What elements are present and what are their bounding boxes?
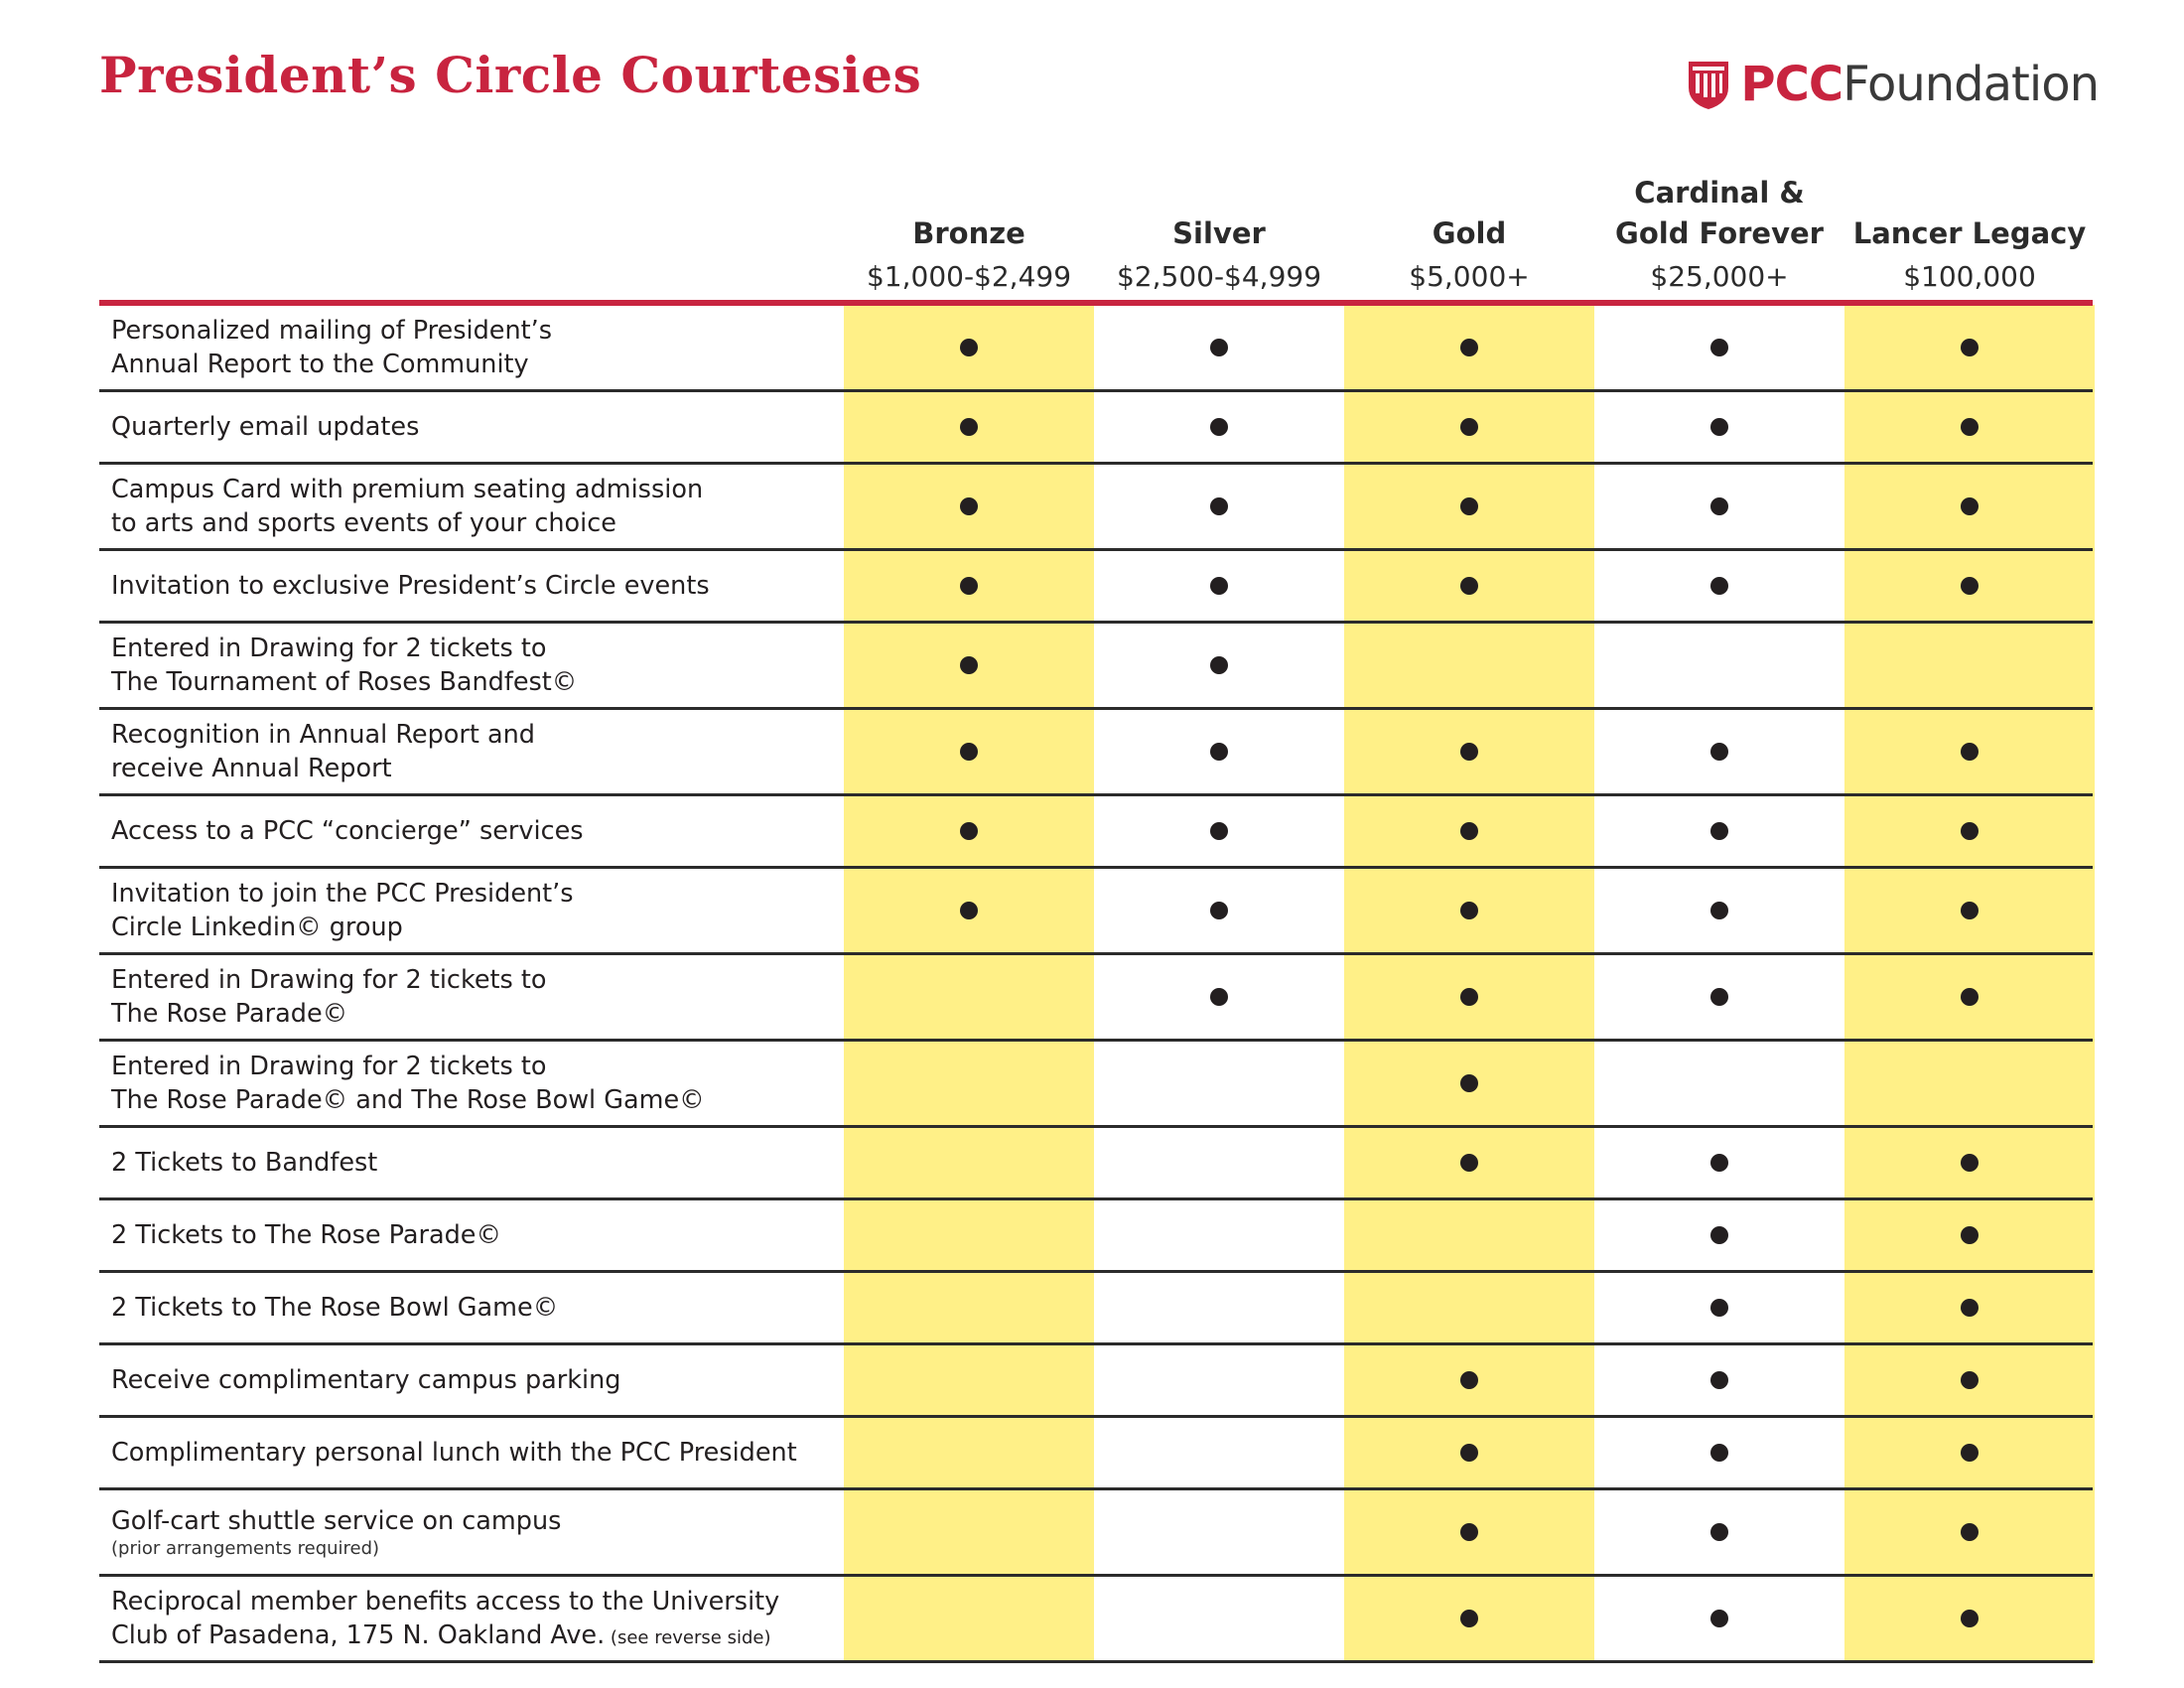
benefit-label bbox=[111, 314, 552, 381]
included-dot-cardinal-gold-forever bbox=[1710, 1154, 1728, 1172]
benefit-inline-note: (see reverse side) bbox=[605, 1627, 771, 1648]
included-dot-gold bbox=[1460, 339, 1478, 356]
tier-range: $2,500-$4,999 bbox=[1116, 260, 1322, 293]
benefit-label-line-1: Campus Card with premium seating admission bbox=[111, 475, 704, 504]
benefit-label bbox=[111, 1585, 779, 1655]
included-dot-silver bbox=[1210, 988, 1228, 1006]
benefit-label-line-2 bbox=[111, 506, 703, 540]
included-dot-lancer-legacy bbox=[1961, 1154, 1979, 1172]
benefit-label-line-1: 2 Tickets to The Rose Bowl Game© bbox=[111, 1293, 559, 1323]
benefit-row bbox=[99, 465, 2093, 548]
included-dot-lancer-legacy bbox=[1961, 822, 1979, 840]
included-dot-gold bbox=[1460, 822, 1478, 840]
included-dot-bronze bbox=[960, 339, 978, 356]
benefit-row bbox=[99, 306, 2093, 389]
benefit-label-line-1: Receive complimentary campus parking bbox=[111, 1365, 621, 1395]
tier-range: $1,000-$2,499 bbox=[866, 260, 1072, 293]
tier-name: Silver bbox=[1172, 216, 1266, 250]
benefit-row bbox=[99, 869, 2093, 952]
benefit-label bbox=[111, 814, 584, 848]
included-dot-bronze bbox=[960, 656, 978, 674]
benefit-label-line-2-text: Annual Report to the Community bbox=[111, 350, 529, 379]
tier-header-cardinal-gold-forever bbox=[1594, 159, 1844, 298]
included-dot-lancer-legacy bbox=[1961, 902, 1979, 919]
tier-header-silver bbox=[1094, 159, 1344, 298]
benefit-label-line-2 bbox=[111, 1618, 779, 1655]
benefit-row bbox=[99, 710, 2093, 793]
benefit-label-line-1: Entered in Drawing for 2 tickets to bbox=[111, 1052, 547, 1081]
included-dot-cardinal-gold-forever bbox=[1710, 902, 1728, 919]
included-dot-silver bbox=[1210, 743, 1228, 761]
included-dot-lancer-legacy bbox=[1961, 1444, 1979, 1462]
included-dot-cardinal-gold-forever bbox=[1710, 1610, 1728, 1627]
benefit-note: (prior arrangements required) bbox=[111, 1538, 380, 1559]
included-dot-cardinal-gold-forever bbox=[1710, 577, 1728, 595]
tier-name: Bronze bbox=[912, 216, 1025, 250]
benefit-label bbox=[111, 1050, 705, 1117]
included-dot-lancer-legacy bbox=[1961, 577, 1979, 595]
included-dot-gold bbox=[1460, 988, 1478, 1006]
benefit-label-line-2 bbox=[111, 1083, 705, 1117]
benefit-label bbox=[111, 1436, 797, 1470]
included-dot-cardinal-gold-forever bbox=[1710, 1523, 1728, 1541]
included-dot-gold bbox=[1460, 497, 1478, 515]
benefit-label-line-2-text: Circle Linkedin© group bbox=[111, 913, 403, 942]
college-emblem-icon bbox=[1687, 58, 1730, 111]
included-dot-silver bbox=[1210, 418, 1228, 436]
benefit-label-line-2-text: receive Annual Report bbox=[111, 754, 392, 783]
included-dot-cardinal-gold-forever bbox=[1710, 822, 1728, 840]
benefit-label bbox=[111, 473, 703, 540]
tier-header-gold bbox=[1344, 159, 1594, 298]
benefit-label bbox=[111, 569, 710, 603]
benefit-row bbox=[99, 1490, 2093, 1574]
tier-range: $5,000+ bbox=[1409, 260, 1530, 293]
row-divider bbox=[99, 1660, 2093, 1663]
benefit-label bbox=[111, 1218, 501, 1252]
included-dot-bronze bbox=[960, 743, 978, 761]
included-dot-gold bbox=[1460, 418, 1478, 436]
included-dot-lancer-legacy bbox=[1961, 339, 1979, 356]
included-dot-cardinal-gold-forever bbox=[1710, 743, 1728, 761]
included-dot-cardinal-gold-forever bbox=[1710, 1371, 1728, 1389]
benefit-label-line-1: Entered in Drawing for 2 tickets to bbox=[111, 965, 547, 995]
tier-name-line-2: Gold Forever bbox=[1615, 216, 1824, 250]
benefit-label-line-1: 2 Tickets to Bandfest bbox=[111, 1148, 378, 1178]
included-dot-bronze bbox=[960, 497, 978, 515]
benefit-label-line-2-text: The Rose Parade© bbox=[111, 999, 348, 1029]
included-dot-lancer-legacy bbox=[1961, 1523, 1979, 1541]
included-dot-cardinal-gold-forever bbox=[1710, 497, 1728, 515]
tier-header-lancer-legacy bbox=[1844, 159, 2095, 298]
benefit-label-line-1: Invitation to exclusive President’s Circle events bbox=[111, 571, 710, 601]
benefit-row bbox=[99, 1273, 2093, 1342]
benefit-row bbox=[99, 1345, 2093, 1415]
benefit-label bbox=[111, 877, 574, 944]
benefit-label bbox=[111, 718, 535, 785]
included-dot-gold bbox=[1460, 577, 1478, 595]
tier-header-bronze bbox=[844, 159, 1094, 298]
included-dot-lancer-legacy bbox=[1961, 418, 1979, 436]
included-dot-lancer-legacy bbox=[1961, 988, 1979, 1006]
included-dot-lancer-legacy bbox=[1961, 1299, 1979, 1317]
included-dot-bronze bbox=[960, 822, 978, 840]
benefit-label-line-2-text: The Tournament of Roses Bandfest© bbox=[111, 667, 578, 697]
included-dot-gold bbox=[1460, 1371, 1478, 1389]
benefit-label bbox=[111, 1291, 558, 1325]
included-dot-gold bbox=[1460, 902, 1478, 919]
benefit-row bbox=[99, 1577, 2093, 1660]
included-dot-gold bbox=[1460, 1523, 1478, 1541]
included-dot-lancer-legacy bbox=[1961, 1610, 1979, 1627]
tier-name: Lancer Legacy bbox=[1852, 216, 2087, 250]
benefit-row bbox=[99, 1418, 2093, 1487]
benefit-label bbox=[111, 1146, 377, 1180]
benefit-label-line-2 bbox=[111, 665, 577, 699]
included-dot-silver bbox=[1210, 577, 1228, 595]
benefit-label-line-1: Invitation to join the PCC President’s bbox=[111, 879, 574, 909]
benefit-label-line-2-text: to arts and sports events of your choice bbox=[111, 508, 616, 538]
benefit-label-line-1: Golf-cart shuttle service on campus bbox=[111, 1506, 562, 1536]
benefit-label bbox=[111, 632, 577, 699]
included-dot-gold bbox=[1460, 1610, 1478, 1627]
benefit-label-line-1: Access to a PCC “concierge” services bbox=[111, 816, 584, 846]
tier-name: Gold bbox=[1432, 216, 1507, 250]
benefit-row bbox=[99, 1042, 2093, 1125]
benefit-label-line-2 bbox=[111, 348, 552, 381]
tier-range: $100,000 bbox=[1903, 260, 2036, 293]
benefit-label-line-1: Recognition in Annual Report and bbox=[111, 720, 535, 750]
included-dot-gold bbox=[1460, 1444, 1478, 1462]
benefit-row bbox=[99, 1200, 2093, 1270]
included-dot-gold bbox=[1460, 743, 1478, 761]
included-dot-cardinal-gold-forever bbox=[1710, 988, 1728, 1006]
included-dot-silver bbox=[1210, 497, 1228, 515]
benefit-label bbox=[111, 410, 419, 444]
benefit-label-line-1: Complimentary personal lunch with the PCC President bbox=[111, 1438, 797, 1468]
benefit-label bbox=[111, 1363, 620, 1397]
benefit-label bbox=[111, 1504, 561, 1560]
logo-pcc-text: PCC bbox=[1740, 57, 1843, 112]
benefit-label-line-1: Quarterly email updates bbox=[111, 412, 420, 442]
benefit-row bbox=[99, 796, 2093, 866]
included-dot-cardinal-gold-forever bbox=[1710, 339, 1728, 356]
included-dot-gold bbox=[1460, 1074, 1478, 1092]
benefit-label-line-1: Reciprocal member benefits access to the University bbox=[111, 1587, 780, 1617]
included-dot-lancer-legacy bbox=[1961, 743, 1979, 761]
benefit-label bbox=[111, 963, 547, 1031]
included-dot-silver bbox=[1210, 822, 1228, 840]
benefit-label-line-1: Entered in Drawing for 2 tickets to bbox=[111, 633, 547, 663]
benefit-row bbox=[99, 955, 2093, 1039]
benefit-label-line-2-text: Club of Pasadena, 175 N. Oakland Ave. bbox=[111, 1620, 606, 1650]
benefit-row bbox=[99, 392, 2093, 462]
included-dot-silver bbox=[1210, 339, 1228, 356]
included-dot-lancer-legacy bbox=[1961, 1226, 1979, 1244]
benefit-row bbox=[99, 551, 2093, 621]
included-dot-bronze bbox=[960, 577, 978, 595]
benefit-label-line-2-text: The Rose Parade© and The Rose Bowl Game© bbox=[111, 1085, 705, 1115]
benefit-label-line-2 bbox=[111, 911, 574, 944]
included-dot-cardinal-gold-forever bbox=[1710, 1299, 1728, 1317]
included-dot-bronze bbox=[960, 902, 978, 919]
benefit-label-line-2 bbox=[111, 997, 547, 1031]
included-dot-cardinal-gold-forever bbox=[1710, 418, 1728, 436]
benefit-label-line-1: Personalized mailing of President’s bbox=[111, 316, 553, 346]
included-dot-lancer-legacy bbox=[1961, 1371, 1979, 1389]
tier-name: Cardinal & bbox=[1634, 176, 1805, 210]
included-dot-gold bbox=[1460, 1154, 1478, 1172]
included-dot-cardinal-gold-forever bbox=[1710, 1226, 1728, 1244]
tier-range: $25,000+ bbox=[1650, 260, 1789, 293]
benefit-label-line-2 bbox=[111, 752, 535, 785]
included-dot-lancer-legacy bbox=[1961, 497, 1979, 515]
benefit-label-line-1: 2 Tickets to The Rose Parade© bbox=[111, 1220, 501, 1250]
logo-foundation-text: Foundation bbox=[1843, 57, 2099, 112]
included-dot-bronze bbox=[960, 418, 978, 436]
page-title: President’s Circle Courtesies bbox=[99, 46, 922, 104]
included-dot-silver bbox=[1210, 656, 1228, 674]
pcc-foundation-logo bbox=[1687, 56, 2099, 113]
benefit-row bbox=[99, 1128, 2093, 1197]
benefit-row bbox=[99, 624, 2093, 707]
included-dot-silver bbox=[1210, 902, 1228, 919]
included-dot-cardinal-gold-forever bbox=[1710, 1444, 1728, 1462]
